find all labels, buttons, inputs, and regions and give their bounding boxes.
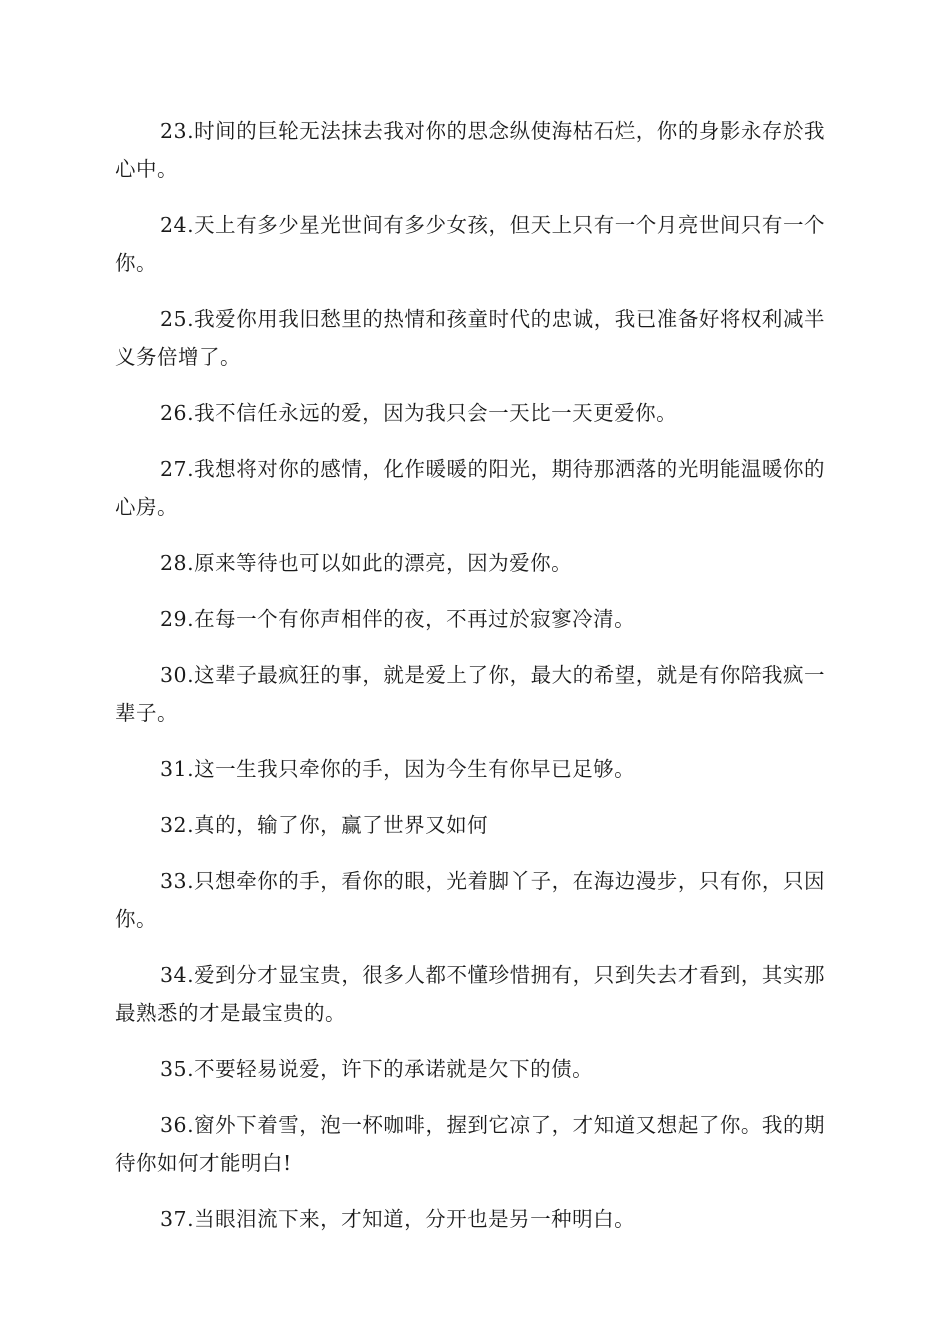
paragraph-25: 25.我爱你用我旧愁里的热情和孩童时代的忠诚，我已准备好将权利减半义务倍增了。 [115,307,825,369]
paragraph-33: 33.只想牵你的手，看你的眼，光着脚丫子，在海边漫步，只有你，只因你。 [115,869,825,931]
paragraph-37: 37.当眼泪流下来，才知道，分开也是另一种明白。 [160,1207,636,1231]
paragraph-30: 30.这辈子最疯狂的事，就是爱上了你，最大的希望，就是有你陪我疯一辈子。 [115,663,825,725]
paragraph-23: 23.时间的巨轮无法抹去我对你的思念纵使海枯石烂，你的身影永存於我心中。 [115,119,825,181]
paragraph-31: 31.这一生我只牵你的手，因为今生有你早已足够。 [160,757,636,781]
document-body [115,112,825,1256]
paragraph-28: 28.原来等待也可以如此的漂亮，因为爱你。 [160,551,573,575]
paragraph-36: 36.窗外下着雪，泡一杯咖啡，握到它凉了，才知道又想起了你。我的期待你如何才能明白! [115,1113,825,1175]
paragraph-32: 32.真的，输了你，赢了世界又如何 [160,813,489,837]
paragraph-24: 24.天上有多少星光世间有多少女孩，但天上只有一个月亮世间只有一个你。 [115,213,825,275]
paragraph-34: 34.爱到分才显宝贵，很多人都不懂珍惜拥有，只到失去才看到，其实那最熟悉的才是最宝贵的。 [115,963,825,1025]
paragraph-27: 27.我想将对你的感情，化作暖暖的阳光，期待那洒落的光明能温暖你的心房。 [115,457,825,519]
paragraph-29: 29.在每一个有你声相伴的夜，不再过於寂寥冷清。 [160,607,636,631]
paragraph-35: 35.不要轻易说爱，许下的承诺就是欠下的债。 [160,1057,594,1081]
paragraph-26: 26.我不信任永远的爱，因为我只会一天比一天更爱你。 [160,401,678,425]
